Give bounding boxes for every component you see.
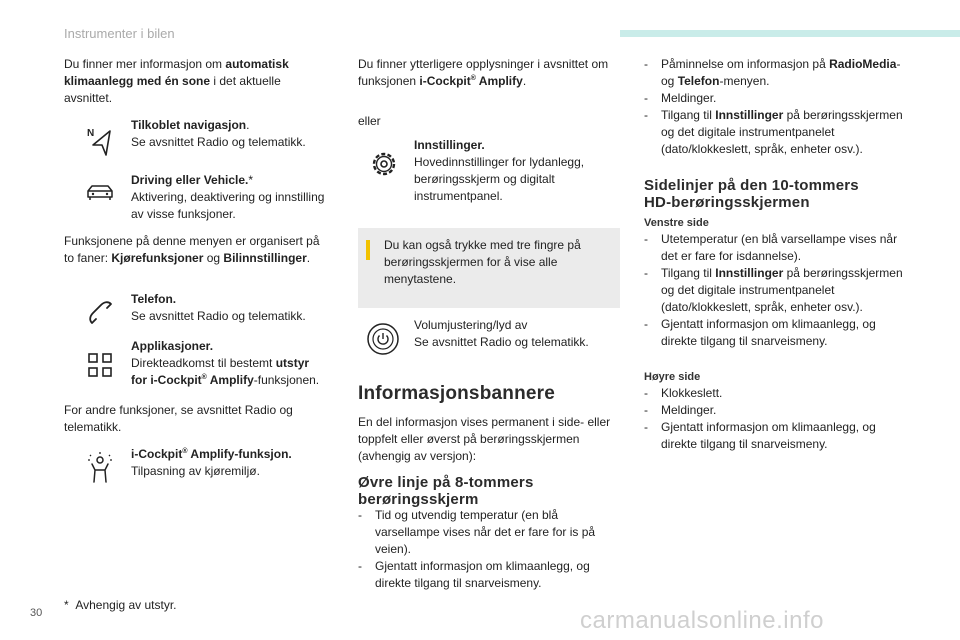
tip-note-text: Du kan også trykke med tre fingre på berøringsskjermen for å vise alle menytastene. <box>384 238 581 286</box>
navigation-entry: Tilkoblet navigasjon. Se avsnittet Radio og telematikk. <box>131 118 306 149</box>
list-item: - Tilgang til Innstillinger på berøringsskjermen og det digitale instrumentpanelet (dato/klokkeslett, språk, enheter osv.). <box>644 107 910 158</box>
section-intro: En del informasjon vises permanent i side- eller toppfelt eller øverst på berøringsskjermen (avhengig av versjon): <box>358 415 611 463</box>
info-marker-icon <box>366 240 370 260</box>
list-item: - Tilgang til Innstillinger på berøringsskjermen og det digitale instrumentpanelet (dato/klokkeslett, språk, enheter osv.). <box>644 265 910 316</box>
side-lines-heading: Sidelinjer på den 10-tommers HD-berøringsskjermen <box>644 177 859 211</box>
car-icon <box>84 177 116 209</box>
or-label: eller <box>358 114 381 128</box>
right-side-label: Høyre side <box>644 371 701 383</box>
more-info-paragraph: Du finner ytterligere opplysninger i avsnittet om funksjonen i-Cockpit® Amplify. <box>358 57 609 88</box>
header-accent-bar <box>620 30 960 37</box>
section-title: Informasjonsbannere <box>358 383 556 404</box>
i-cockpit-person-icon <box>84 452 116 484</box>
top-line-heading: Øvre linje på 8-tommers berøringsskjerm <box>358 474 534 508</box>
tip-note-box <box>358 228 620 308</box>
gear-icon <box>368 148 400 180</box>
other-functions-paragraph: For andre funksjoner, se avsnittet Radio og telematikk. <box>64 403 293 434</box>
phone-entry: Telefon. Se avsnittet Radio og telematikk. <box>131 292 306 323</box>
left-side-label: Venstre side <box>644 217 709 229</box>
phone-icon <box>84 296 116 328</box>
page-number: 30 <box>30 607 43 619</box>
top-line-list-continued <box>644 56 910 158</box>
navigation-arrow-icon <box>84 125 116 157</box>
applications-entry: Applikasjoner. Direkteadkomst til bestemt utstyr for i-Cockpit® Amplify-funksjonen. <box>131 339 320 387</box>
watermark: carmanualsonline.info <box>580 607 824 634</box>
page-header-title: Instrumenter i bilen <box>64 26 175 41</box>
intro-paragraph: Du finner mer informasjon om automatisk klimaanlegg med én sone i det aktuelle avsnittet. <box>64 57 289 105</box>
top-line-list <box>358 507 620 592</box>
volume-entry: Volumjustering/lyd av Se avsnittet Radio og telematikk. <box>414 318 589 349</box>
settings-entry: Innstillinger. Hovedinnstillinger for lydanlegg, berøringsskjerm og digitalt instrumentpanel. <box>414 138 585 203</box>
svg-text:N: N <box>87 128 95 139</box>
list-item: - Utetemperatur (en blå varsellampe vises når det er fare for isdannelse). <box>644 231 910 265</box>
list-item: - Gjentatt informasjon om klimaanlegg, og direkte tilgang til snarveismeny. <box>358 558 620 592</box>
power-volume-icon <box>366 322 400 356</box>
footnote: * Avhengig av utstyr. <box>64 598 177 612</box>
right-side-list <box>644 385 910 453</box>
list-item: - Meldinger. <box>644 402 910 419</box>
list-item: - Tid og utvendig temperatur (en blå varsellampe vises når det er fare for is på veien). <box>358 507 620 558</box>
applications-grid-icon <box>84 349 116 381</box>
list-item: - Klokkeslett. <box>644 385 910 402</box>
i-cockpit-entry: i-Cockpit® Amplify-funksjon. Tilpasning av kjøremiljø. <box>131 447 292 478</box>
list-item: - Gjentatt informasjon om klimaanlegg, og direkte tilgang til snarveismeny. <box>644 316 910 350</box>
left-side-list <box>644 231 910 350</box>
driving-entry: Driving eller Vehicle.* Aktivering, deaktivering og innstilling av visse funksjoner. <box>131 173 325 221</box>
tabs-paragraph: Funksjonene på denne menyen er organisert på to faner: Kjørefunksjoner og Bilinnstillinger. <box>64 234 320 265</box>
list-item: - Påminnelse om informasjon på RadioMedia- og Telefon-menyen. <box>644 56 910 90</box>
list-item: - Gjentatt informasjon om klimaanlegg, og direkte tilgang til snarveismeny. <box>644 419 910 453</box>
list-item: - Meldinger. <box>644 90 910 107</box>
